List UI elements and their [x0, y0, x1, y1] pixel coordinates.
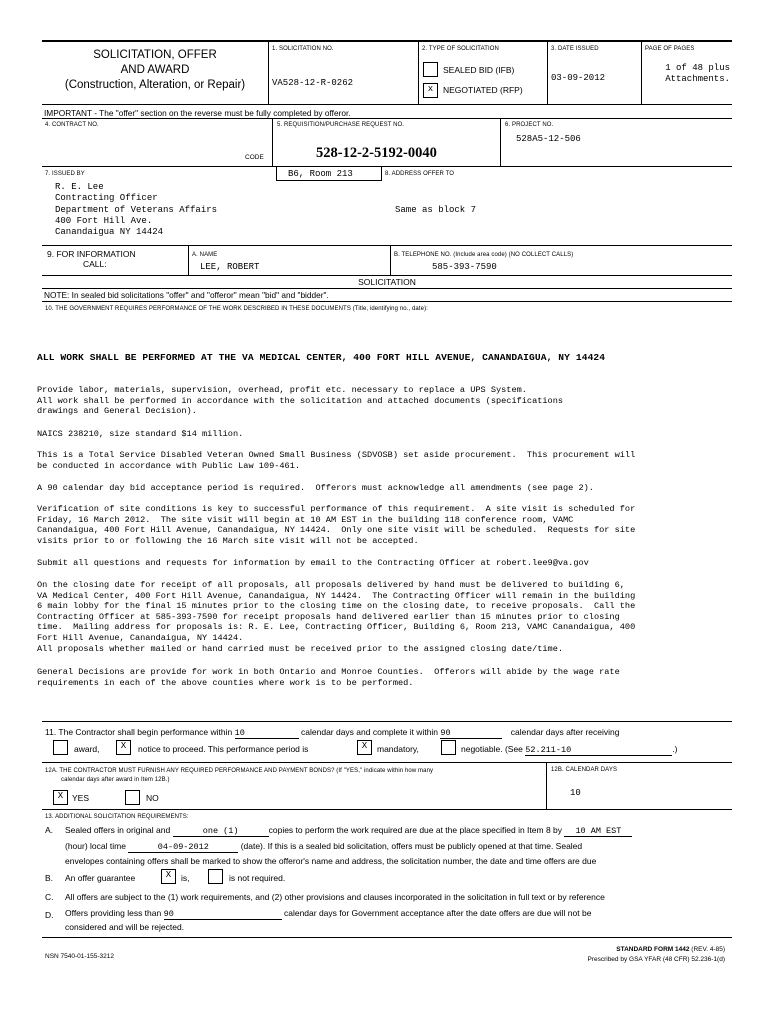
block12a-label-line2: calendar days after award in Item 12B.): [61, 777, 170, 783]
issued-by-line: R. E. Lee: [55, 182, 104, 192]
naics-paragraph: NAICS 238210, size standard $14 million.: [37, 429, 244, 439]
delivery-paragraph: On the closing date for receipt of all proposals, all proposals delivered by hand must be delivered to building 6, VA Medical Center, 400 Fort Hill Avenue, Canandaigua, NY 14424. The Contracting Officer will remain in the building 6 main lobby for the final 15 minutes prior to the closing time on the closing date, to receive proposals. Call the Contracting Officer at 585-393-7590 for receipt proposals hand delivered earlier than 15 minutes prior to closing time. Mailing address for proposals is: R. E. Lee, Contracting Officer, Building 6, Room 213, VAMC Canandaigua, 400 Fort Hill Avenue, Canandaigua, NY 14424. All proposals whether mailed or hand carried must be received prior to the assigned closing date/time.: [37, 580, 636, 654]
solicitation-heading: SOLICITATION: [358, 277, 416, 287]
item-d-line2: considered and will be rejected.: [65, 922, 185, 932]
pages-label: PAGE OF PAGES: [645, 46, 695, 52]
bonds-yes-label: YES: [72, 793, 90, 803]
site-visit-paragraph: Verification of site conditions is key to successful performance of this requirement. A site visit is scheduled for Friday, 16 March 2012. The site visit will begin at 10 AM EST in the building 118 conference room, VAMC Canandaigua, 400 Fort Hill Avenue, Canandaigua, NY 14424. Only one site visit will be scheduled. Requests for site visits prior to or following the 16 March site visit will not be accepted.: [37, 504, 636, 546]
calendar-days-value: 10: [570, 788, 581, 798]
guarantee-is-checkbox[interactable]: [161, 869, 176, 884]
pages-value: [645, 63, 730, 85]
project-no: 528A5-12-506: [516, 134, 581, 144]
solicitation-no-label: 1. SOLICITATION NO.: [272, 46, 334, 52]
guarantee-is-mark: X: [165, 870, 172, 880]
form-number: [420, 946, 725, 953]
guarantee-is-not-label: is not required.: [229, 873, 286, 883]
contract-no-label: 4. CONTRACT NO.: [45, 122, 99, 128]
see-reference: 52.211-10: [525, 745, 572, 755]
begin-days-field[interactable]: [235, 728, 299, 739]
copies-field[interactable]: [173, 826, 269, 837]
guarantee-is-not-checkbox[interactable]: [208, 869, 223, 884]
issued-by-line: Department of Veterans Affairs: [55, 204, 218, 215]
item-a-letter: A.: [45, 825, 54, 835]
block11-line1: [45, 727, 619, 739]
bonds-yes-checkbox[interactable]: [53, 790, 68, 805]
negotiable-checkbox[interactable]: [441, 740, 456, 755]
due-time: 10 AM EST: [575, 826, 622, 836]
block12a-label-line1: 12A. THE CONTRACTOR MUST FURNISH ANY REQUIRED PERFORMANCE AND PAYMENT BONDS? (If "YES," indicate within how many: [45, 768, 434, 774]
item-a-line1: [65, 825, 632, 837]
due-date: 04-09-2012: [157, 842, 209, 852]
close-paren: .): [672, 744, 678, 754]
negotiated-label: NEGOTIATED (RFP): [443, 85, 523, 95]
requisition-label: 5. REQUISITION/PURCHASE REQUEST NO.: [277, 122, 405, 128]
block10-label: 10. THE GOVERNMENT REQUIRES PERFORMANCE OF THE WORK DESCRIBED IN THESE DOCUMENTS (Title, identifying no., date):: [45, 306, 428, 312]
info-call-line2: CALL:: [83, 259, 107, 269]
questions-paragraph: Submit all questions and requests for information by email to the Contracting Officer at robert.lee9@va.gov: [37, 558, 589, 568]
issued-by-line: Canandaigua NY 14424: [55, 227, 164, 238]
mandatory-mark: X: [361, 741, 368, 751]
address-offer: Same as block 7: [395, 205, 477, 215]
form-revision: (REV. 4-85): [691, 946, 725, 953]
item-a-line2-text2: (date). If this is a sealed bid solicitation, offers must be publicly opened at that time. Sealed: [240, 841, 583, 851]
pages-line2: Attachments.: [665, 74, 730, 84]
complete-days: 90: [440, 728, 451, 738]
item-a-line3: envelopes containing offers shall be marked to show the offeror's name and address, the solicitation number, the date and time offers are due: [65, 856, 597, 866]
block11-text-b: calendar days and complete it within: [301, 727, 439, 737]
important-note: IMPORTANT - The "offer" section on the reverse must be fully completed by offeror.: [44, 108, 351, 118]
issued-by-line: 400 Fort Hill Ave.: [55, 215, 153, 226]
top-rule: [42, 40, 732, 42]
notice-to-proceed-checkbox[interactable]: [116, 740, 131, 755]
negotiated-mark: x: [427, 84, 434, 94]
block11-text-a: 11. The Contractor shall begin performance within: [45, 727, 233, 737]
date-issued: 03-09-2012: [551, 73, 606, 83]
due-date-field[interactable]: [128, 842, 238, 853]
form-title-line3: (Construction, Alteration, or Repair): [64, 79, 246, 91]
acceptance-paragraph: A 90 calendar day bid acceptance period is required. Offerors must acknowledge all amendments (see page 2).: [37, 483, 594, 493]
code-label: CODE: [245, 154, 264, 161]
scope-paragraph: Provide labor, materials, supervision, overhead, profit etc. necessary to replace a UPS System. All work shall be performed in accordance with the solicitation and attached documents (specifications drawings and General Decision).: [37, 385, 564, 417]
mandatory-checkbox[interactable]: [357, 740, 372, 755]
item-a-line2: [65, 841, 582, 853]
wage-paragraph: General Decisions are provide for work in both Ontario and Monroe Counties. Offerors will abide by the wage rate requirements in each of the above counties where work is to be performed.: [37, 667, 620, 688]
nsn-number: NSN 7540-01-155-3212: [45, 953, 115, 960]
due-time-field[interactable]: [564, 826, 632, 837]
item-d-text1: Offers providing less than: [65, 908, 162, 918]
sealed-bid-note: NOTE: In sealed bid solicitations "offer" and "offeror" mean "bid" and "bidder".: [44, 290, 329, 300]
bonds-no-label: NO: [146, 793, 159, 803]
info-call-line1: 9. FOR INFORMATION: [47, 249, 136, 259]
name-label: A. NAME: [192, 252, 218, 258]
block12a-label: [45, 767, 433, 785]
block12b-label: 12B. CALENDAR DAYS: [551, 767, 618, 773]
acceptance-days-field[interactable]: [164, 909, 282, 920]
negotiated-checkbox[interactable]: [423, 83, 438, 98]
sdvosb-paragraph: This is a Total Service Disabled Veteran Owned Small Business (SDVOSB) set aside procurement. This procurement will be conducted in accordance with Public Law 109-461.: [37, 450, 636, 471]
item-a-text2: copies to perform the work required are due at the place specified in Item 8 by: [268, 825, 563, 835]
notice-label: notice to proceed. This performance period is: [138, 744, 309, 754]
bonds-no-checkbox[interactable]: [125, 790, 140, 805]
award-label: award,: [74, 744, 100, 754]
form-title: [42, 48, 268, 93]
negotiable-label: negotiable. (See: [461, 744, 523, 754]
work-heading: ALL WORK SHALL BE PERFORMED AT THE VA MEDICAL CENTER, 400 FORT HILL AVENUE, CANANDAIGUA, NY 14424: [37, 352, 606, 363]
issued-by-label: 7. ISSUED BY: [45, 171, 85, 177]
bonds-yes-mark: X: [57, 791, 64, 801]
pages-line1: 1 of 48 plus: [665, 63, 730, 73]
solicitation-no: VA528-12-R-0262: [272, 78, 354, 88]
date-issued-label: 3. DATE ISSUED: [551, 46, 599, 52]
block13-label: 13. ADDITIONAL SOLICITATION REQUIREMENTS:: [45, 814, 189, 820]
contact-phone: 585-393-7590: [432, 262, 497, 272]
mandatory-label: mandatory,: [377, 744, 419, 754]
phone-label: B. TELEPHONE NO. (Include area code) (NO COLLECT CALLS): [394, 252, 574, 258]
sealed-bid-label: SEALED BID (IFB): [443, 65, 515, 75]
item-d-letter: D.: [45, 910, 54, 920]
form-name: STANDARD FORM 1442: [616, 946, 690, 953]
item-a-text1: Sealed offers in original and: [65, 825, 171, 835]
award-checkbox[interactable]: [53, 740, 68, 755]
solicitation-type-label: 2. TYPE OF SOLICITATION: [422, 46, 499, 52]
item-b-text: An offer guarantee: [65, 873, 136, 883]
block11-text-c: calendar days after receiving: [510, 727, 620, 737]
sealed-bid-checkbox[interactable]: [423, 62, 438, 77]
requisition-no: 528-12-2-5192-0040: [316, 145, 437, 161]
item-c-text: All offers are subject to the (1) work requirements, and (2) other provisions and clauses incorporated in the solicitation in full text or by reference: [65, 892, 605, 902]
form-title-line1: SOLICITATION, OFFER: [93, 49, 217, 61]
item-b-letter: B.: [45, 873, 54, 883]
begin-days: 10: [234, 728, 245, 738]
issued-by-address: [55, 182, 217, 238]
issued-by-line: Contracting Officer: [55, 193, 158, 204]
notice-mark: X: [120, 741, 127, 751]
contact-name: LEE, ROBERT: [200, 262, 260, 272]
form-title-line2: AND AWARD: [120, 64, 190, 76]
prescribed-by: Prescribed by GSA YFAR (48 CFR) 52.236-1(d): [587, 956, 725, 963]
negotiable-text: [461, 744, 678, 756]
see-reference-field[interactable]: [525, 745, 672, 756]
acceptance-days: 90: [163, 909, 174, 919]
complete-days-field[interactable]: [440, 728, 502, 739]
info-call-label: [47, 249, 136, 269]
item-c-letter: C.: [45, 892, 54, 902]
item-a-line2-text1: (hour) local time: [65, 841, 126, 851]
guarantee-is-label: is,: [181, 873, 190, 883]
project-no-label: 6. PROJECT NO.: [505, 122, 554, 128]
item-d-text2: calendar days for Government acceptance after the date offers are due will not be: [283, 908, 592, 918]
item-d-line1: [65, 908, 591, 920]
issued-by-room: B6, Room 213: [288, 169, 353, 179]
address-offer-label: 8. ADDRESS OFFER TO: [385, 171, 455, 177]
copies-value: one (1): [202, 826, 239, 836]
